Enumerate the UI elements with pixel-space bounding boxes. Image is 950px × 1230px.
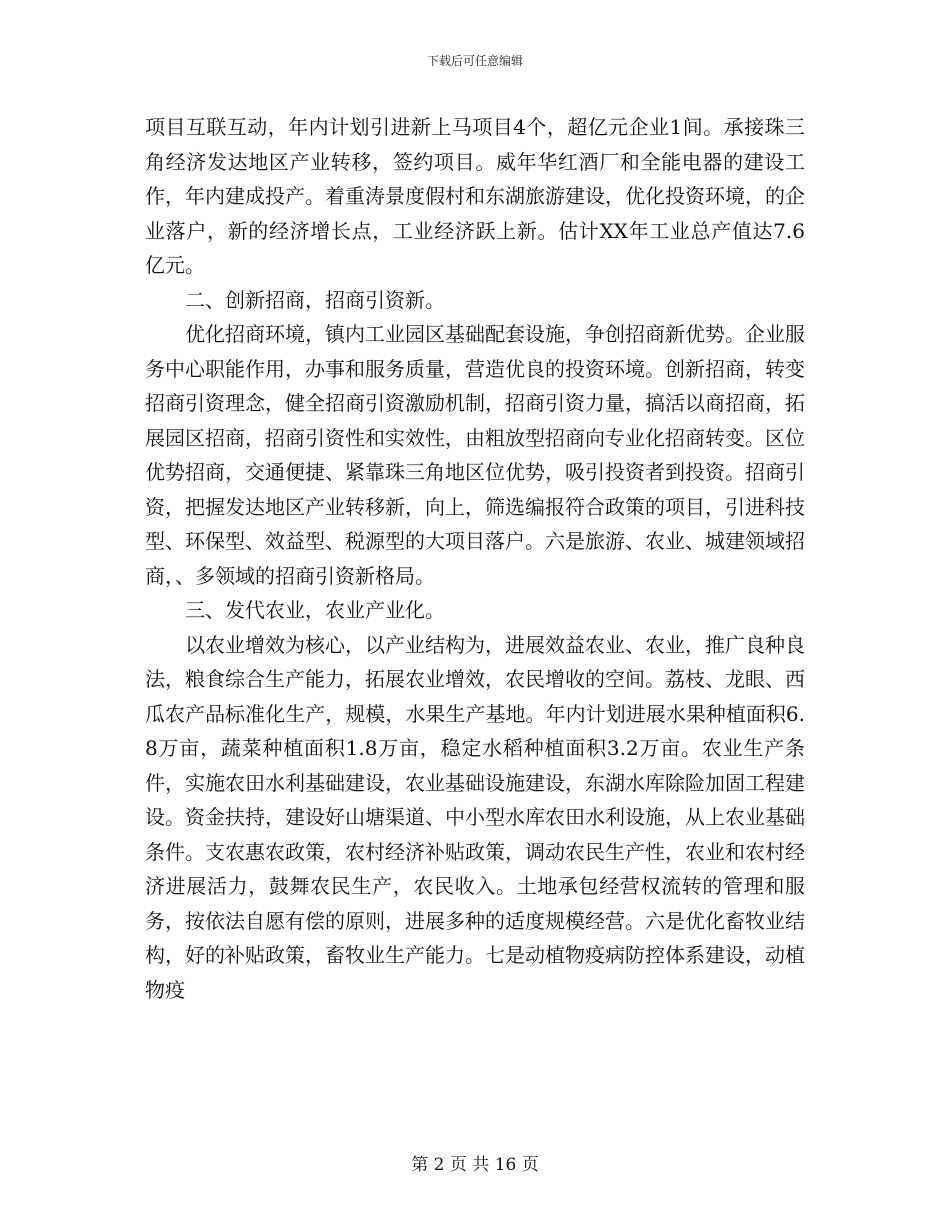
page-footer: 第 2 页 共 16 页 xyxy=(411,1155,539,1175)
document-body xyxy=(145,110,805,1007)
page-header: 下载后可任意编辑 xyxy=(426,54,523,68)
section-heading: 二、创新招商，招商引资新。 xyxy=(185,287,445,312)
body-paragraph: 项目互联互动，年内计划引进新上马项目4个，超亿元企业1间。承接珠三角经济发达地区产业转移，签约项目。威年华红酒厂和全能电器的建设工作，年内建成投产。着重涛景度假村和东湖旅游建设，优化投资环境，的企业落户，新的经济增长点，工业经济跃上新。估计XX年工业总产值达7.6亿元。 xyxy=(145,115,805,277)
body-paragraph: 优化招商环境，镇内工业园区基础配套设施，争创招商新优势。企业服务中心职能作用，办事和服务质量，营造优良的投资环境。创新招商，转变招商引资理念，健全招商引资激励机制，招商引资力量，搞活以商招商，拓展园区招商，招商引资性和实效性，由粗放型招商向专业化招商转变。区位优势招商，交通便捷、紧靠珠三角地区位优势，吸引投资者到投资。招商引资，把握发达地区产业转移新，向上，筛选编报符合政策的项目，引进科技型、环保型、效益型、税源型的大项目落户。六是旅游、农业、城建领域招商，、多领域的招商引资新格局。 xyxy=(145,322,805,588)
section-heading: 三、发代农业，农业产业化。 xyxy=(185,598,445,622)
body-paragraph: 以农业增效为核心，以产业结构为，进展效益农业、农业，推广良种良法，粮食综合生产能力，拓展农业增效，农民增收的空间。荔枝、龙眼、西瓜农产品标准化生产，规模，水果生产基地。年内计划进展水果种植面积6.8万亩，蔬菜种植面积1.8万亩，稳定水稻种植面积3.2万亩。农业生产条件，实施农田水利基础建设，农业基础设施建设，东湖水库除险加固工程建设。资金扶持，建设好山塘渠道、中小型水库农田水利设施，从上农业基础条件。支农惠农政策，农村经济补贴政策，调动农民生产性，农业和农村经济进展活力，鼓舞农民生产，农民收入。土地承包经营权流转的管理和服务，按依法自愿有偿的原则，进展多种的适度规模经营。六是优化畜牧业结构，好的补贴政策，畜牧业生产能力。七是动植物疫病防控体系建设，动植物疫 xyxy=(145,632,805,1002)
